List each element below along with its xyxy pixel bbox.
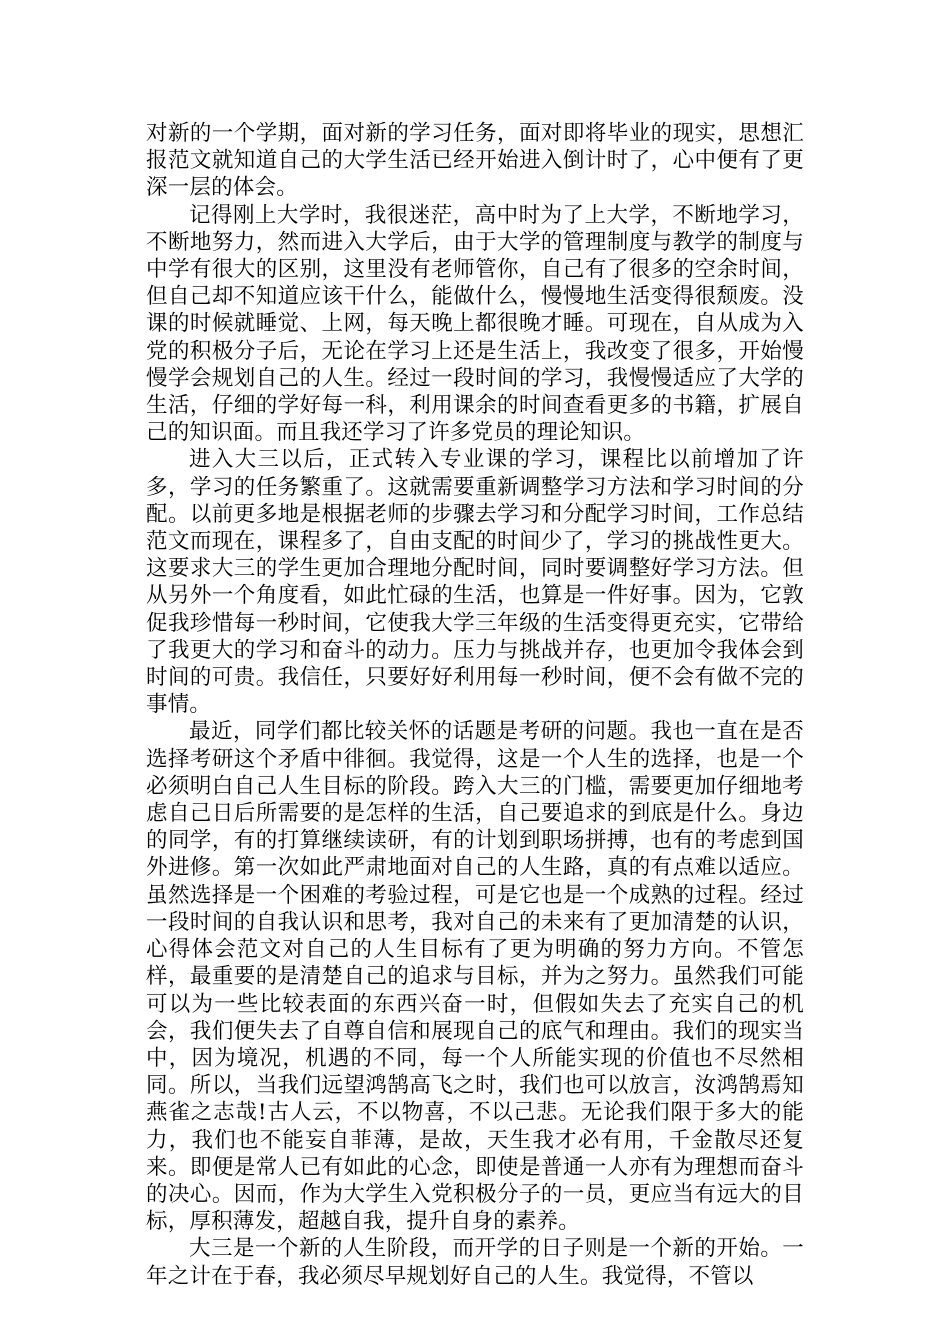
- paragraph-intro: 对新的一个学期，面对新的学习任务，面对即将毕业的现实，思想汇报范文就知道自己的大学生活已经开始进入倒计时了，心中便有了更深一层的体会。: [146, 121, 804, 201]
- paragraph-postgraduate: 最近，同学们都比较关怀的话题是考研的问题。我也一直在是否选择考研这个矛盾中徘徊。我觉得，这是一个人生的选择，也是一个必须明白自己人生目标的阶段。跨入大三的门槛，需要更加仔细地考虑自己日后所需要的是怎样的生活，自己要追求的到底是什么。身边的同学，有的打算继续读研，有的计划到职场拼搏，也有的考虑到国外进修。第一次如此严肃地面对自己的人生路，真的有点难以适应。虽然选择是一个困难的考验过程，可是它也是一个成熟的过程。经过一段时间的自我认识和思考，我对自己的未来有了更加清楚的认识，心得体会范文对自己的人生目标有了更为明确的努力方向。不管怎样，最重要的是清楚自己的追求与目标，并为之努力。虽然我们可能可以为一些比较表面的东西兴奋一时，但假如失去了充实自己的机会，我们便失去了自尊自信和展现自己的底气和理由。我们的现实当中，因为境况，机遇的不同，每一个人所能实现的价值也不尽然相同。所以，当我们远望鸿鹄高飞之时，我们也可以放言，汝鸿鹄焉知燕雀之志哉!古人云，不以物喜，不以己悲。无论我们限于多大的能力，我们也不能妄自菲薄，是故，天生我才必有用，千金散尽还复来。即便是常人已有如此的心念，即使是普通一人亦有为理想而奋斗的决心。因而，作为大学生入党积极分子的一员，更应当有远大的目标，厚积薄发，超越自我，提升自身的素养。: [146, 719, 804, 1235]
- paragraph-new-stage: 大三是一个新的人生阶段，而开学的日子则是一个新的开始。一年之计在于春，我必须尽早规划好自己的人生。我觉得，不管以: [146, 1236, 804, 1289]
- paragraph-third-year: 进入大三以后，正式转入专业课的学习，课程比以前增加了许多，学习的任务繁重了。这就需要重新调整学习方法和学习时间的分配。以前更多地是根据老师的步骤去学习和分配学习时间，工作总结范文而现在，课程多了，自由支配的时间少了，学习的挑战性更大。这要求大三的学生更加合理地分配时间，同时要调整好学习方法。但从另外一个角度看，如此忙碌的生活，也算是一件好事。因为，它敦促我珍惜每一秒时间，它使我大学三年级的生活变得更充实，它带给了我更大的学习和奋斗的动力。压力与挑战并存，也更加令我体会到时间的可贵。我信任，只要好好利用每一秒时间，便不会有做不完的事情。: [146, 447, 804, 718]
- paragraph-first-year: 记得刚上大学时，我很迷茫，高中时为了上大学，不断地学习，不断地努力，然而进入大学后，由于大学的管理制度与教学的制度与中学有很大的区别，这里没有老师管你，自己有了很多的空余时间，但自己却不知道应该干什么，能做什么，慢慢地生活变得很颓废。没课的时候就睡觉、上网，每天晚上都很晚才睡。可现在，自从成为入党的积极分子后，无论在学习上还是生活上，我改变了很多，开始慢慢学会规划自己的人生。经过一段时间的学习，我慢慢适应了大学的生活，仔细的学好每一科，利用课余的时间查看更多的书籍，扩展自己的知识面。而且我还学习了许多党员的理论知识。: [146, 202, 804, 446]
- document-body: [146, 120, 804, 1290]
